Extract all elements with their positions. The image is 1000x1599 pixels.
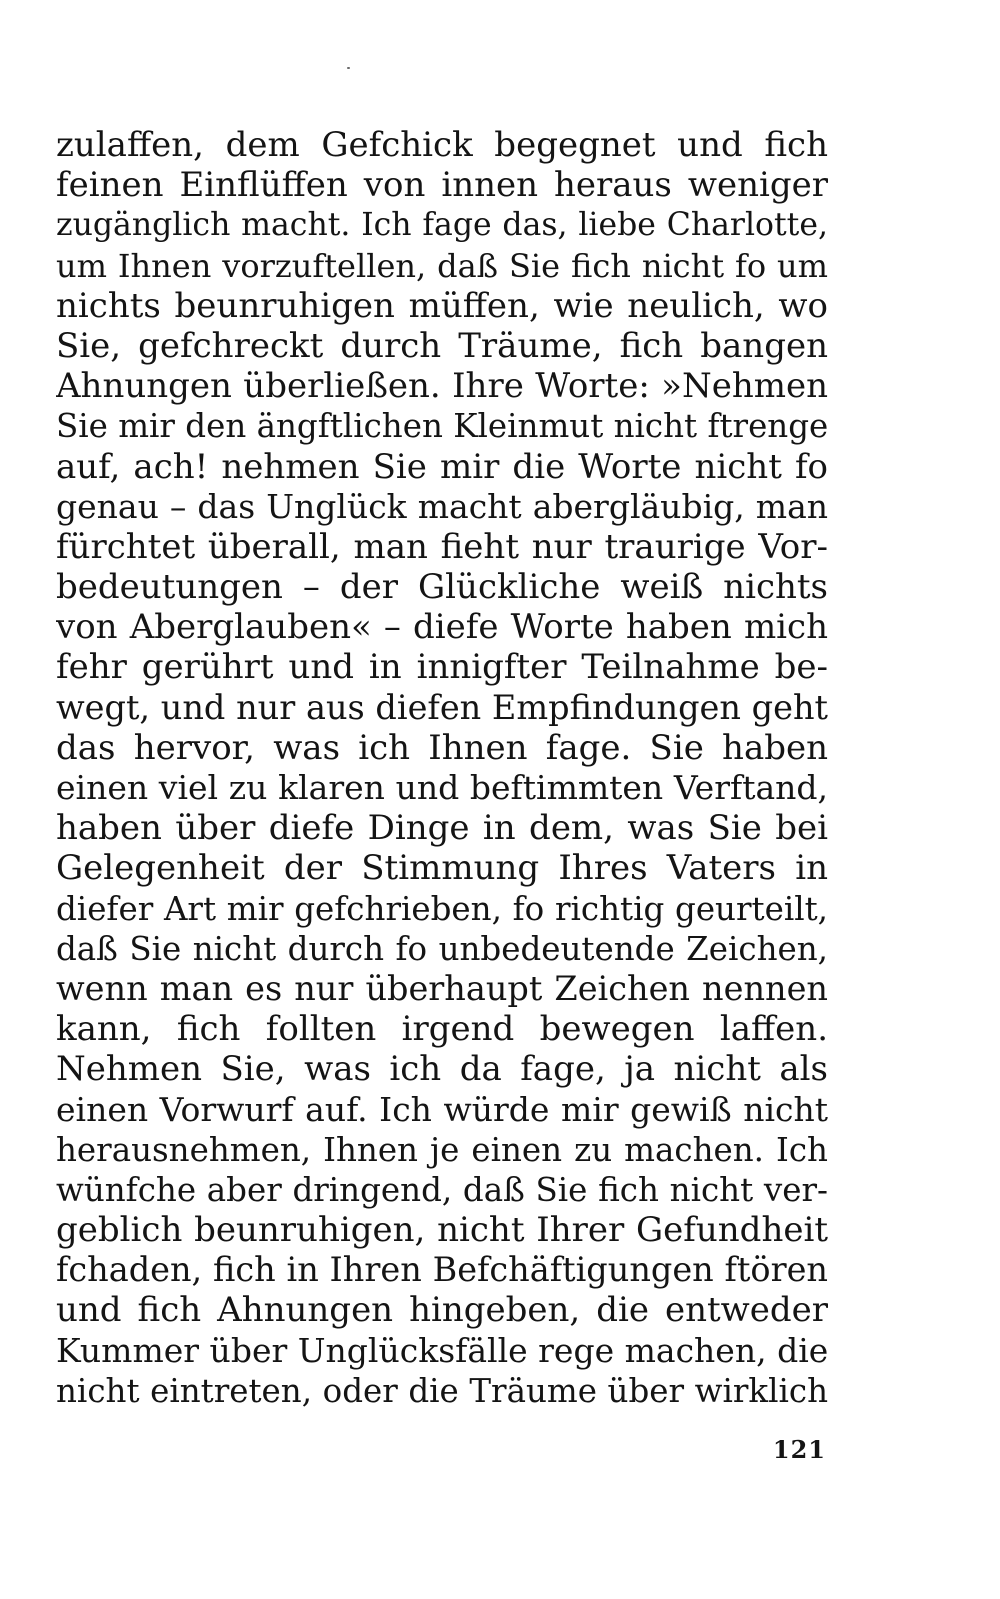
text-line: geblich beunruhigen, nicht Ihrer Gefundheit <box>56 1210 828 1251</box>
text-line: Sie, gefchreckt durch Träume, fich bangen <box>56 325 828 366</box>
text-line: feinen Einflüffen von innen heraus weniger <box>56 165 828 206</box>
text-line: um Ihnen vorzuftellen, daß Sie fich nicht fo um <box>56 246 828 285</box>
text-line: Nehmen Sie, was ich da fage, ja nicht als <box>56 1049 828 1090</box>
text-line: herausnehmen, Ihnen je einen zu machen. Ich <box>56 1130 828 1169</box>
text-line: Kummer über Unglücksfälle rege machen, die <box>56 1330 828 1370</box>
text-line: fehr gerührt und in innigfter Teilnahme be- <box>56 647 828 688</box>
text-line: Gelegenheit der Stimmung Ihres Vaters in <box>56 848 828 889</box>
text-line: wünfche aber dringend, daß Sie fich nicht ver- <box>56 1170 828 1209</box>
text-line: diefer Art mir gefchrieben, fo richtig geurteilt, <box>56 889 828 928</box>
text-line: nichts beunruhigen müffen, wie neulich, wo <box>56 285 828 326</box>
text-line: zugänglich macht. Ich fage das, liebe Charlotte, <box>56 207 828 244</box>
page-number: 121 <box>772 1435 826 1464</box>
text-line: haben über diefe Dinge in dem, was Sie bei <box>56 808 828 849</box>
text-line: nicht eintreten, oder die Träume über wirklich <box>56 1371 828 1410</box>
text-line: und fich Ahnungen hingeben, die entweder <box>56 1290 828 1331</box>
scan-speck <box>347 67 350 69</box>
text-line: Ahnungen überließen. Ihre Worte: »Nehmen <box>56 366 828 407</box>
text-line: von Aberglauben« – diefe Worte haben mich <box>56 607 828 648</box>
text-line: wenn man es nur überhaupt Zeichen nennen <box>56 968 828 1008</box>
text-line: bedeutungen – der Glückliche weiß nichts <box>56 567 828 608</box>
body-text <box>56 125 828 1411</box>
text-line: das hervor, was ich Ihnen fage. Sie haben <box>56 727 828 768</box>
text-line: zulaffen, dem Gefchick begegnet und fich <box>56 125 828 165</box>
text-line: auf, ach! nehmen Sie mir die Worte nicht fo <box>56 446 828 487</box>
text-line: daß Sie nicht durch fo unbedeutende Zeichen, <box>56 929 828 968</box>
text-line: Sie mir den ängftlichen Kleinmut nicht ftrenge <box>56 407 828 446</box>
text-line: fchaden, fich in Ihren Befchäftigungen ftören <box>56 1250 828 1290</box>
text-line: einen viel zu klaren und beftimmten Verftand, <box>56 768 828 807</box>
text-line: kann, fich follten irgend bewegen laffen. <box>56 1009 828 1050</box>
text-line: einen Vorwurf auf. Ich würde mir gewiß nicht <box>56 1089 828 1129</box>
text-line: wegt, und nur aus diefen Empfindungen geht <box>56 687 828 727</box>
text-line: fürchtet überall, man fieht nur traurige Vor- <box>56 526 828 567</box>
text-line: genau – das Unglück macht abergläubig, man <box>56 486 828 526</box>
